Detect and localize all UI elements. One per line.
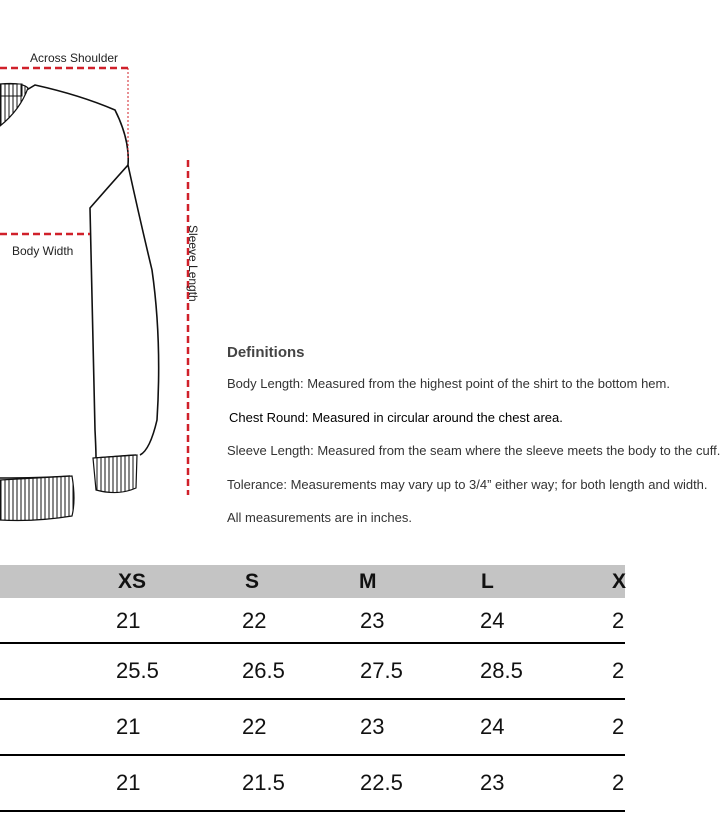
table-cell: 21 [116, 770, 141, 795]
table-cell: 2 [612, 714, 625, 739]
header-m: M [359, 570, 377, 593]
table-cell: 24 [480, 714, 505, 739]
waistband-rib [0, 476, 74, 521]
sweatshirt-outline [0, 85, 159, 478]
definition-tolerance: Tolerance: Measurements may vary up to 3/4” either way; for both length and width. [227, 476, 708, 492]
collar-inner [0, 84, 22, 96]
table-row [0, 598, 625, 644]
table-row [0, 644, 625, 700]
table-cell: 23 [360, 608, 385, 633]
table-cell: 28.5 [480, 658, 523, 683]
table-cell: 2 [612, 658, 625, 683]
size-table-header [0, 565, 625, 598]
table-cell: 23 [360, 714, 385, 739]
table-cell: 24 [480, 608, 505, 633]
body-width-label: Body Width [12, 244, 74, 258]
table-cell: 22.5 [360, 770, 403, 795]
size-table [0, 565, 625, 812]
header-xl: X [612, 570, 627, 593]
definition-sleeve-length: Sleeve Length: Measured from the seam where the sleeve meets the body to the cuff. [227, 443, 720, 458]
table-cell: 27.5 [360, 658, 403, 683]
table-cell: 25.5 [116, 658, 159, 683]
cuff-rib [93, 455, 137, 493]
table-row [0, 700, 625, 756]
table-cell: 22 [242, 608, 267, 633]
table-cell: 26.5 [242, 658, 285, 683]
table-cell: 23 [480, 770, 505, 795]
definition-body-length: Body Length: Measured from the highest point of the shirt to the bottom hem. [227, 376, 670, 391]
header-l: L [481, 570, 494, 593]
definitions-section [227, 344, 720, 543]
header-s: S [245, 570, 260, 593]
table-cell: 2 [612, 770, 625, 795]
table-cell: 21 [116, 608, 141, 633]
table-row [0, 756, 625, 812]
definitions-title: Definitions [227, 344, 305, 361]
definition-units: All measurements are in inches. [227, 510, 412, 525]
definition-chest-round: Chest Round: Measured in circular around the chest area. [229, 409, 563, 425]
header-xs: XS [118, 570, 147, 593]
table-cell: 21 [116, 714, 141, 739]
table-cell: 2 [612, 608, 625, 633]
across-shoulder-label: Across Shoulder [30, 51, 119, 65]
sleeve-length-label: Sleeve Length [186, 225, 200, 302]
table-cell: 21.5 [242, 770, 285, 795]
table-cell: 22 [242, 714, 267, 739]
